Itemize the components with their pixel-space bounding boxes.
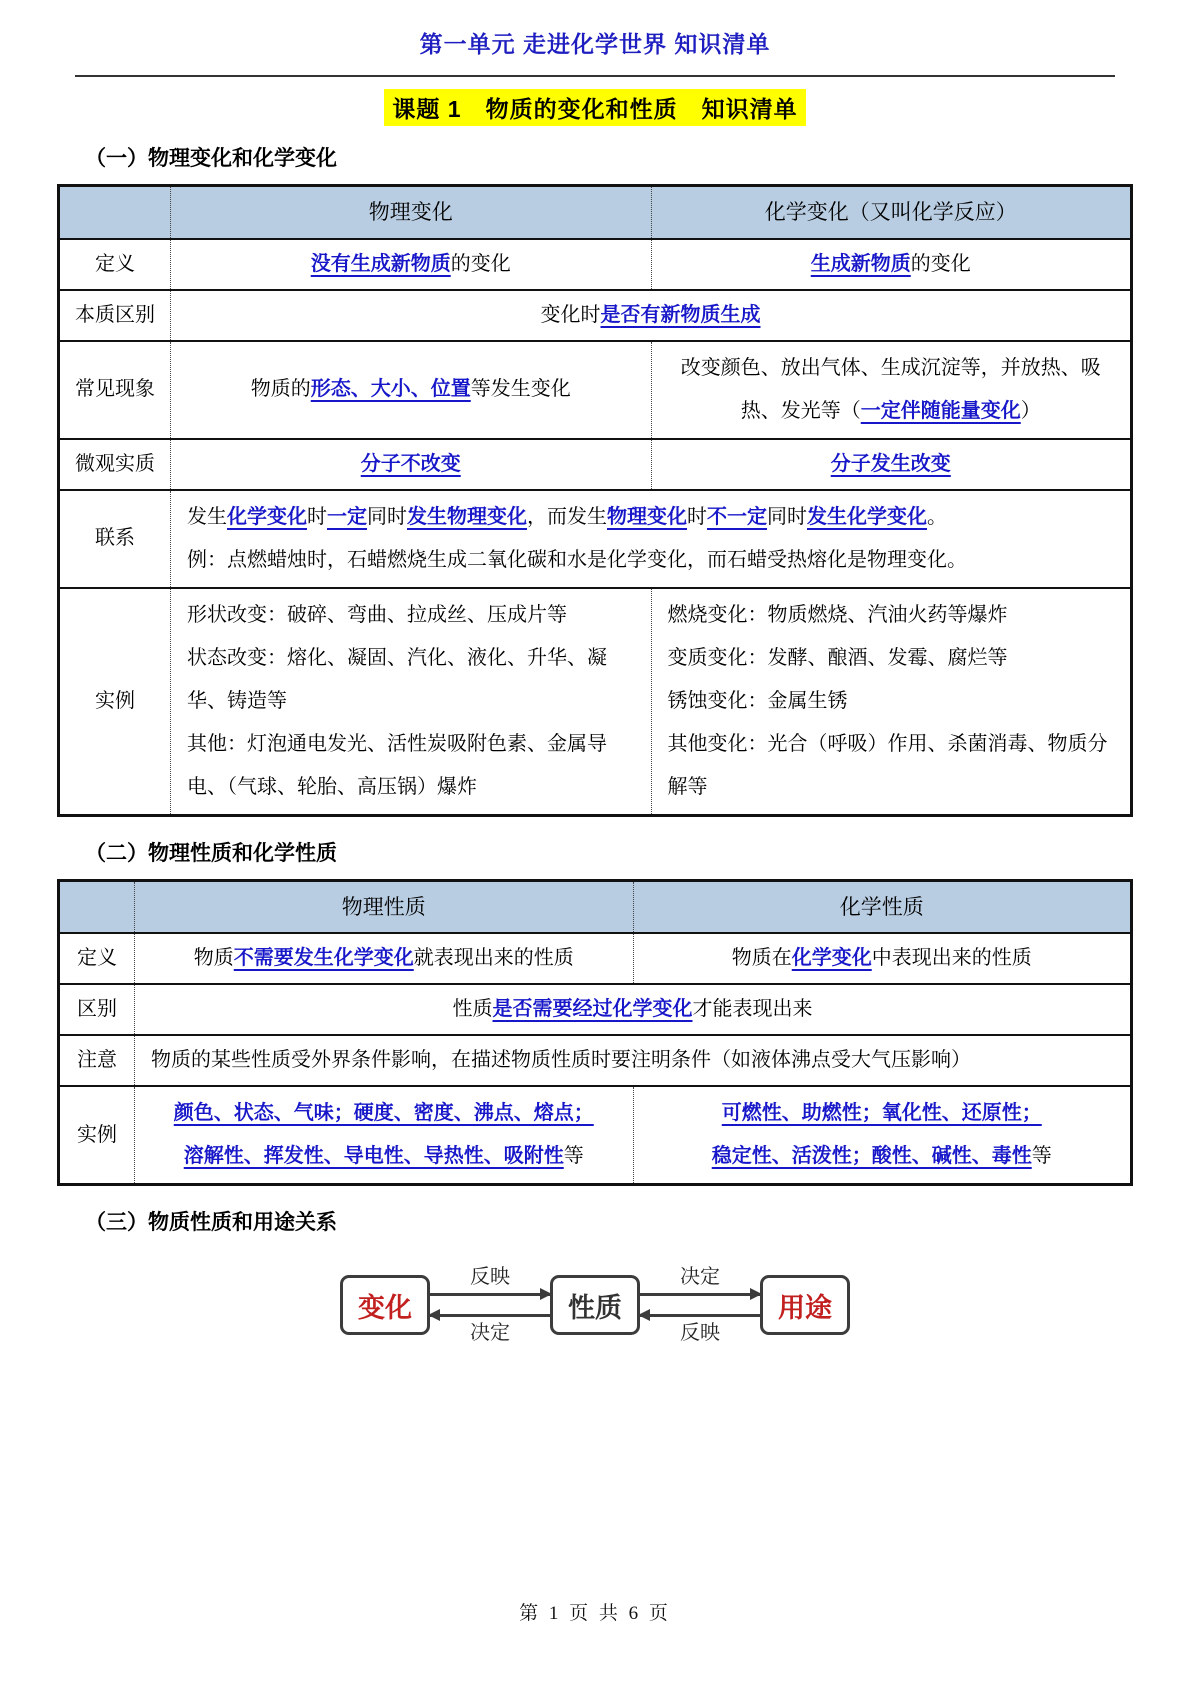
arrow1-top-label: 反映 (470, 1266, 510, 1289)
t1-example-rust: 锈蚀变化：金属生锈 (667, 689, 848, 712)
diagram-arrow-pair-1 (430, 1266, 550, 1344)
t1-essential-difference-text: 变化时是否有新物质生成 (171, 290, 1132, 341)
t1-example-other-chemical: 其他变化：光合（呼吸）作用、杀菌消毒、物质分解等 (667, 732, 1108, 798)
t1-example-state: 状态改变：熔化、凝固、汽化、液化、升华、凝华、铸造等 (187, 646, 607, 712)
t2-examples-chemical (633, 1086, 1132, 1185)
t2-examples-physical-line-1: 颜色、状态、气味；硬度、密度、沸点、熔点； (173, 1102, 594, 1125)
t2-examples-chemical-line-1: 可燃性、助燃性；氧化性、还原性； (721, 1102, 1042, 1125)
t1-definition-physical: 没有生成新物质的变化 (171, 239, 652, 290)
table-physical-vs-chemical-property (57, 879, 1133, 1187)
arrow1-bottom-label: 决定 (470, 1322, 510, 1345)
right-arrow-icon (640, 1293, 760, 1296)
t2-row-definition (59, 933, 1132, 984)
arrow2-top-label: 决定 (680, 1266, 720, 1289)
t2-header-blank (59, 880, 135, 933)
left-arrow-icon (430, 1314, 550, 1317)
left-arrow-icon (640, 1314, 760, 1317)
t2-header-chemical-property: 化学性质 (633, 880, 1132, 933)
t1-phenomena-physical: 物质的形态、大小、位置等发生变化 (171, 341, 652, 439)
t1-connection-text (171, 490, 1132, 588)
unit-title: 第一单元 走进化学世界 知识清单 (419, 31, 771, 57)
t1-connection-line-2: 例：点燃蜡烛时，石蜡燃烧生成二氧化碳和水是化学变化，而石蜡受热熔化是物理变化。 (187, 548, 967, 571)
t1-label-definition: 定义 (59, 239, 171, 290)
t2-header-physical-property: 物理性质 (135, 880, 634, 933)
t2-label-note: 注意 (59, 1035, 135, 1086)
t1-header-physical-change: 物理变化 (171, 186, 652, 239)
t1-examples-physical (171, 588, 652, 816)
t1-header-blank (59, 186, 171, 239)
t1-example-other: 其他：灯泡通电发光、活性炭吸附色素、金属导电、（气球、轮胎、高压锅）爆炸 (187, 732, 607, 798)
t1-row-definition (59, 239, 1132, 290)
t1-label-essential-difference: 本质区别 (59, 290, 171, 341)
t2-label-definition: 定义 (59, 933, 135, 984)
t1-examples-chemical (651, 588, 1132, 816)
lesson-title-row (57, 89, 1133, 126)
t2-examples-chemical-line-2: 稳定性、活泼性；酸性、碱性、毒性等 (711, 1145, 1052, 1168)
diagram-arrow-pair-2 (640, 1266, 760, 1344)
t1-row-essential-difference (59, 290, 1132, 341)
t1-label-connection: 联系 (59, 490, 171, 588)
t1-connection-line-1: 发生化学变化时一定同时发生物理变化，而发生物理变化时不一定同时发生化学变化。 (187, 505, 947, 528)
table-physical-vs-chemical-change (57, 184, 1133, 817)
section-heading-3: （三）物质性质和用途关系 (85, 1211, 337, 1235)
t1-row-common-phenomena (59, 341, 1132, 439)
section-heading-2: （二）物理性质和化学性质 (85, 841, 337, 865)
t2-label-difference: 区别 (59, 984, 135, 1035)
t1-definition-chemical: 生成新物质的变化 (651, 239, 1132, 290)
t2-row-difference (59, 984, 1132, 1035)
t1-label-common-phenomena: 常见现象 (59, 341, 171, 439)
t2-definition-chemical: 物质在化学变化中表现出来的性质 (633, 933, 1132, 984)
t1-micro-physical: 分子不改变 (171, 439, 652, 490)
property-use-relationship-diagram (57, 1266, 1133, 1344)
t2-examples-physical-line-2: 溶解性、挥发性、导电性、导热性、吸附性等 (183, 1145, 584, 1168)
t1-example-spoilage: 变质变化：发酵、酿酒、发霉、腐烂等 (667, 646, 1008, 669)
t1-row-examples (59, 588, 1132, 816)
diagram-box-change: 变化 (340, 1275, 430, 1335)
t2-note-text: 物质的某些性质受外界条件影响，在描述物质性质时要注明条件（如液体沸点受大气压影响） (135, 1035, 1132, 1086)
diagram-box-use: 用途 (760, 1275, 850, 1335)
t2-label-examples: 实例 (59, 1086, 135, 1185)
t1-label-micro-essence: 微观实质 (59, 439, 171, 490)
diagram-box-property: 性质 (550, 1275, 640, 1335)
t1-label-examples: 实例 (59, 588, 171, 816)
title-divider (75, 75, 1115, 77)
t1-micro-chemical: 分子发生改变 (651, 439, 1132, 490)
t2-examples-physical (135, 1086, 634, 1185)
t2-header-row (59, 880, 1132, 933)
t2-definition-physical: 物质不需要发生化学变化就表现出来的性质 (135, 933, 634, 984)
t2-row-examples (59, 1086, 1132, 1185)
lesson-title-highlighted: 课题 1 物质的变化和性质 知识清单 (384, 89, 805, 126)
t1-header-row (59, 186, 1132, 239)
section-heading-1: （一）物理变化和化学变化 (85, 147, 337, 170)
t1-example-combustion: 燃烧变化：物质燃烧、汽油火药等爆炸 (667, 603, 1008, 626)
t2-difference-text: 性质是否需要经过化学变化才能表现出来 (135, 984, 1132, 1035)
t1-example-shape: 形状改变：破碎、弯曲、拉成丝、压成片等 (187, 603, 567, 626)
t1-phenomena-chemical: 改变颜色、放出气体、生成沉淀等，并放热、吸热、发光等（一定伴随能量变化） (651, 341, 1132, 439)
right-arrow-icon (430, 1293, 550, 1296)
t1-header-chemical-change: 化学变化（又叫化学反应） (651, 186, 1132, 239)
t2-row-note (59, 1035, 1132, 1086)
page-number-footer: 第 1 页 共 6 页 (519, 1603, 671, 1624)
t1-row-connection (59, 490, 1132, 588)
arrow2-bottom-label: 反映 (680, 1322, 720, 1345)
t1-row-micro-essence (59, 439, 1132, 490)
